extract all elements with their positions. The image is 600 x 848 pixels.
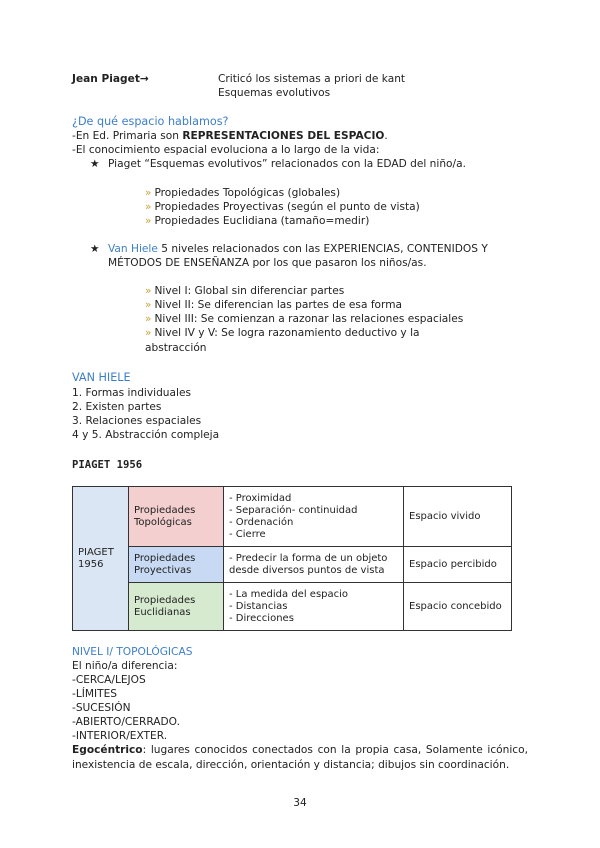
vanhiele-item: » Nivel III: Se comienzan a razonar las relaciones espaciales — [145, 313, 464, 325]
chevron-right-icon: » — [145, 285, 152, 297]
chevron-right-icon: » — [145, 201, 152, 213]
vanhiele-item: » Nivel II: Se diferencian las partes de esa forma — [145, 299, 403, 311]
space-line-1: -En Ed. Primaria son REPRESENTACIONES DEL ESPACIO. — [72, 130, 388, 142]
piaget-table — [72, 486, 512, 631]
nivel-1-title: NIVEL I/ TOPOLÓGICAS — [72, 646, 193, 658]
nivel-1-item: -ABIERTO/CERRADO. — [72, 716, 180, 728]
bullet-piaget: ★ Piaget “Esquemas evolutivos” relacionados con la EDAD del niño/a. — [90, 158, 466, 170]
table-row — [73, 487, 512, 547]
property-euclidianas: Propiedades Euclidianas — [129, 583, 224, 631]
space-vivido: Espacio vivido — [404, 487, 512, 547]
vanhiele-item: » Nivel I: Global sin diferenciar partes — [145, 285, 345, 297]
nivel-1-item: -INTERIOR/EXTER. — [72, 730, 168, 742]
nivel-1-item: -SUCESIÓN — [72, 702, 131, 714]
bullet-vanhiele: ★ Van Hiele 5 niveles relacionados con las EXPERIENCIAS, CONTENIDOS Y — [90, 243, 488, 255]
list-topologicas: - Proximidad - Separación- continuidad - Ordenación - Cierre — [224, 487, 404, 547]
list-euclidianas: - La medida del espacio - Distancias - Direcciones — [224, 583, 404, 631]
space-concebido: Espacio concebido — [404, 583, 512, 631]
space-percibido: Espacio percibido — [404, 547, 512, 583]
nivel-1-intro: El niño/a diferencia: — [72, 660, 178, 672]
vanhiele-item-cont: abstracción — [145, 342, 207, 354]
vanhiele-title: VAN HIELE — [72, 371, 131, 384]
list-proyectivas: - Predecir la forma de un objeto desde diversos puntos de vista — [224, 547, 404, 583]
chevron-right-icon: » — [145, 299, 152, 311]
chevron-right-icon: » — [145, 215, 152, 227]
star-icon: ★ — [90, 243, 100, 255]
bullet-vanhiele-cont: MÉTODOS DE ENSEÑANZA por los que pasaron los niños/as. — [108, 257, 427, 269]
piaget-1956-title: PIAGET 1956 — [72, 459, 143, 471]
piaget-row-header: PIAGET 1956 — [73, 487, 129, 631]
property-topologicas: Propiedades Topológicas — [129, 487, 224, 547]
piaget-item: » Propiedades Topológicas (globales) — [145, 187, 341, 199]
space-line-2: -El conocimiento espacial evoluciona a lo largo de la vida: — [72, 144, 380, 156]
vanhiele-list-item: 3. Relaciones espaciales — [72, 415, 202, 427]
table-row — [73, 583, 512, 631]
vanhiele-list-item: 4 y 5. Abstracción compleja — [72, 429, 220, 441]
nivel-1-item: -LÍMITES — [72, 688, 118, 700]
vanhiele-item: » Nivel IV y V: Se logra razonamiento deductivo y la — [145, 327, 420, 339]
star-icon: ★ — [90, 158, 100, 170]
egocentric-paragraph: Egocéntrico: lugares conocidos conectados con la propia casa, Solamente icónico, inexistencia de escala, dirección, orientación y distancia; dibujos sin coordinación. — [72, 744, 528, 771]
vanhiele-list-item: 2. Existen partes — [72, 401, 162, 413]
header-note-2: Esquemas evolutivos — [218, 87, 331, 99]
chevron-right-icon: » — [145, 327, 152, 339]
header-note-1: Criticó los sistemas a priori de kant — [218, 73, 406, 85]
page-number: 34 — [293, 797, 307, 809]
chevron-right-icon: » — [145, 313, 152, 325]
table-row — [73, 547, 512, 583]
piaget-item: » Propiedades Euclidiana (tamaño=medir) — [145, 215, 370, 227]
header-name: Jean Piaget→ — [72, 73, 149, 85]
vanhiele-link[interactable]: Van Hiele — [108, 243, 158, 255]
vanhiele-list-item: 1. Formas individuales — [72, 387, 191, 399]
chevron-right-icon: » — [145, 187, 152, 199]
section-space-title: ¿De qué espacio hablamos? — [72, 115, 229, 128]
nivel-1-item: -CERCA/LEJOS — [72, 674, 146, 686]
piaget-item: » Propiedades Proyectivas (según el punto de vista) — [145, 201, 420, 213]
property-proyectivas: Propiedades Proyectivas — [129, 547, 224, 583]
